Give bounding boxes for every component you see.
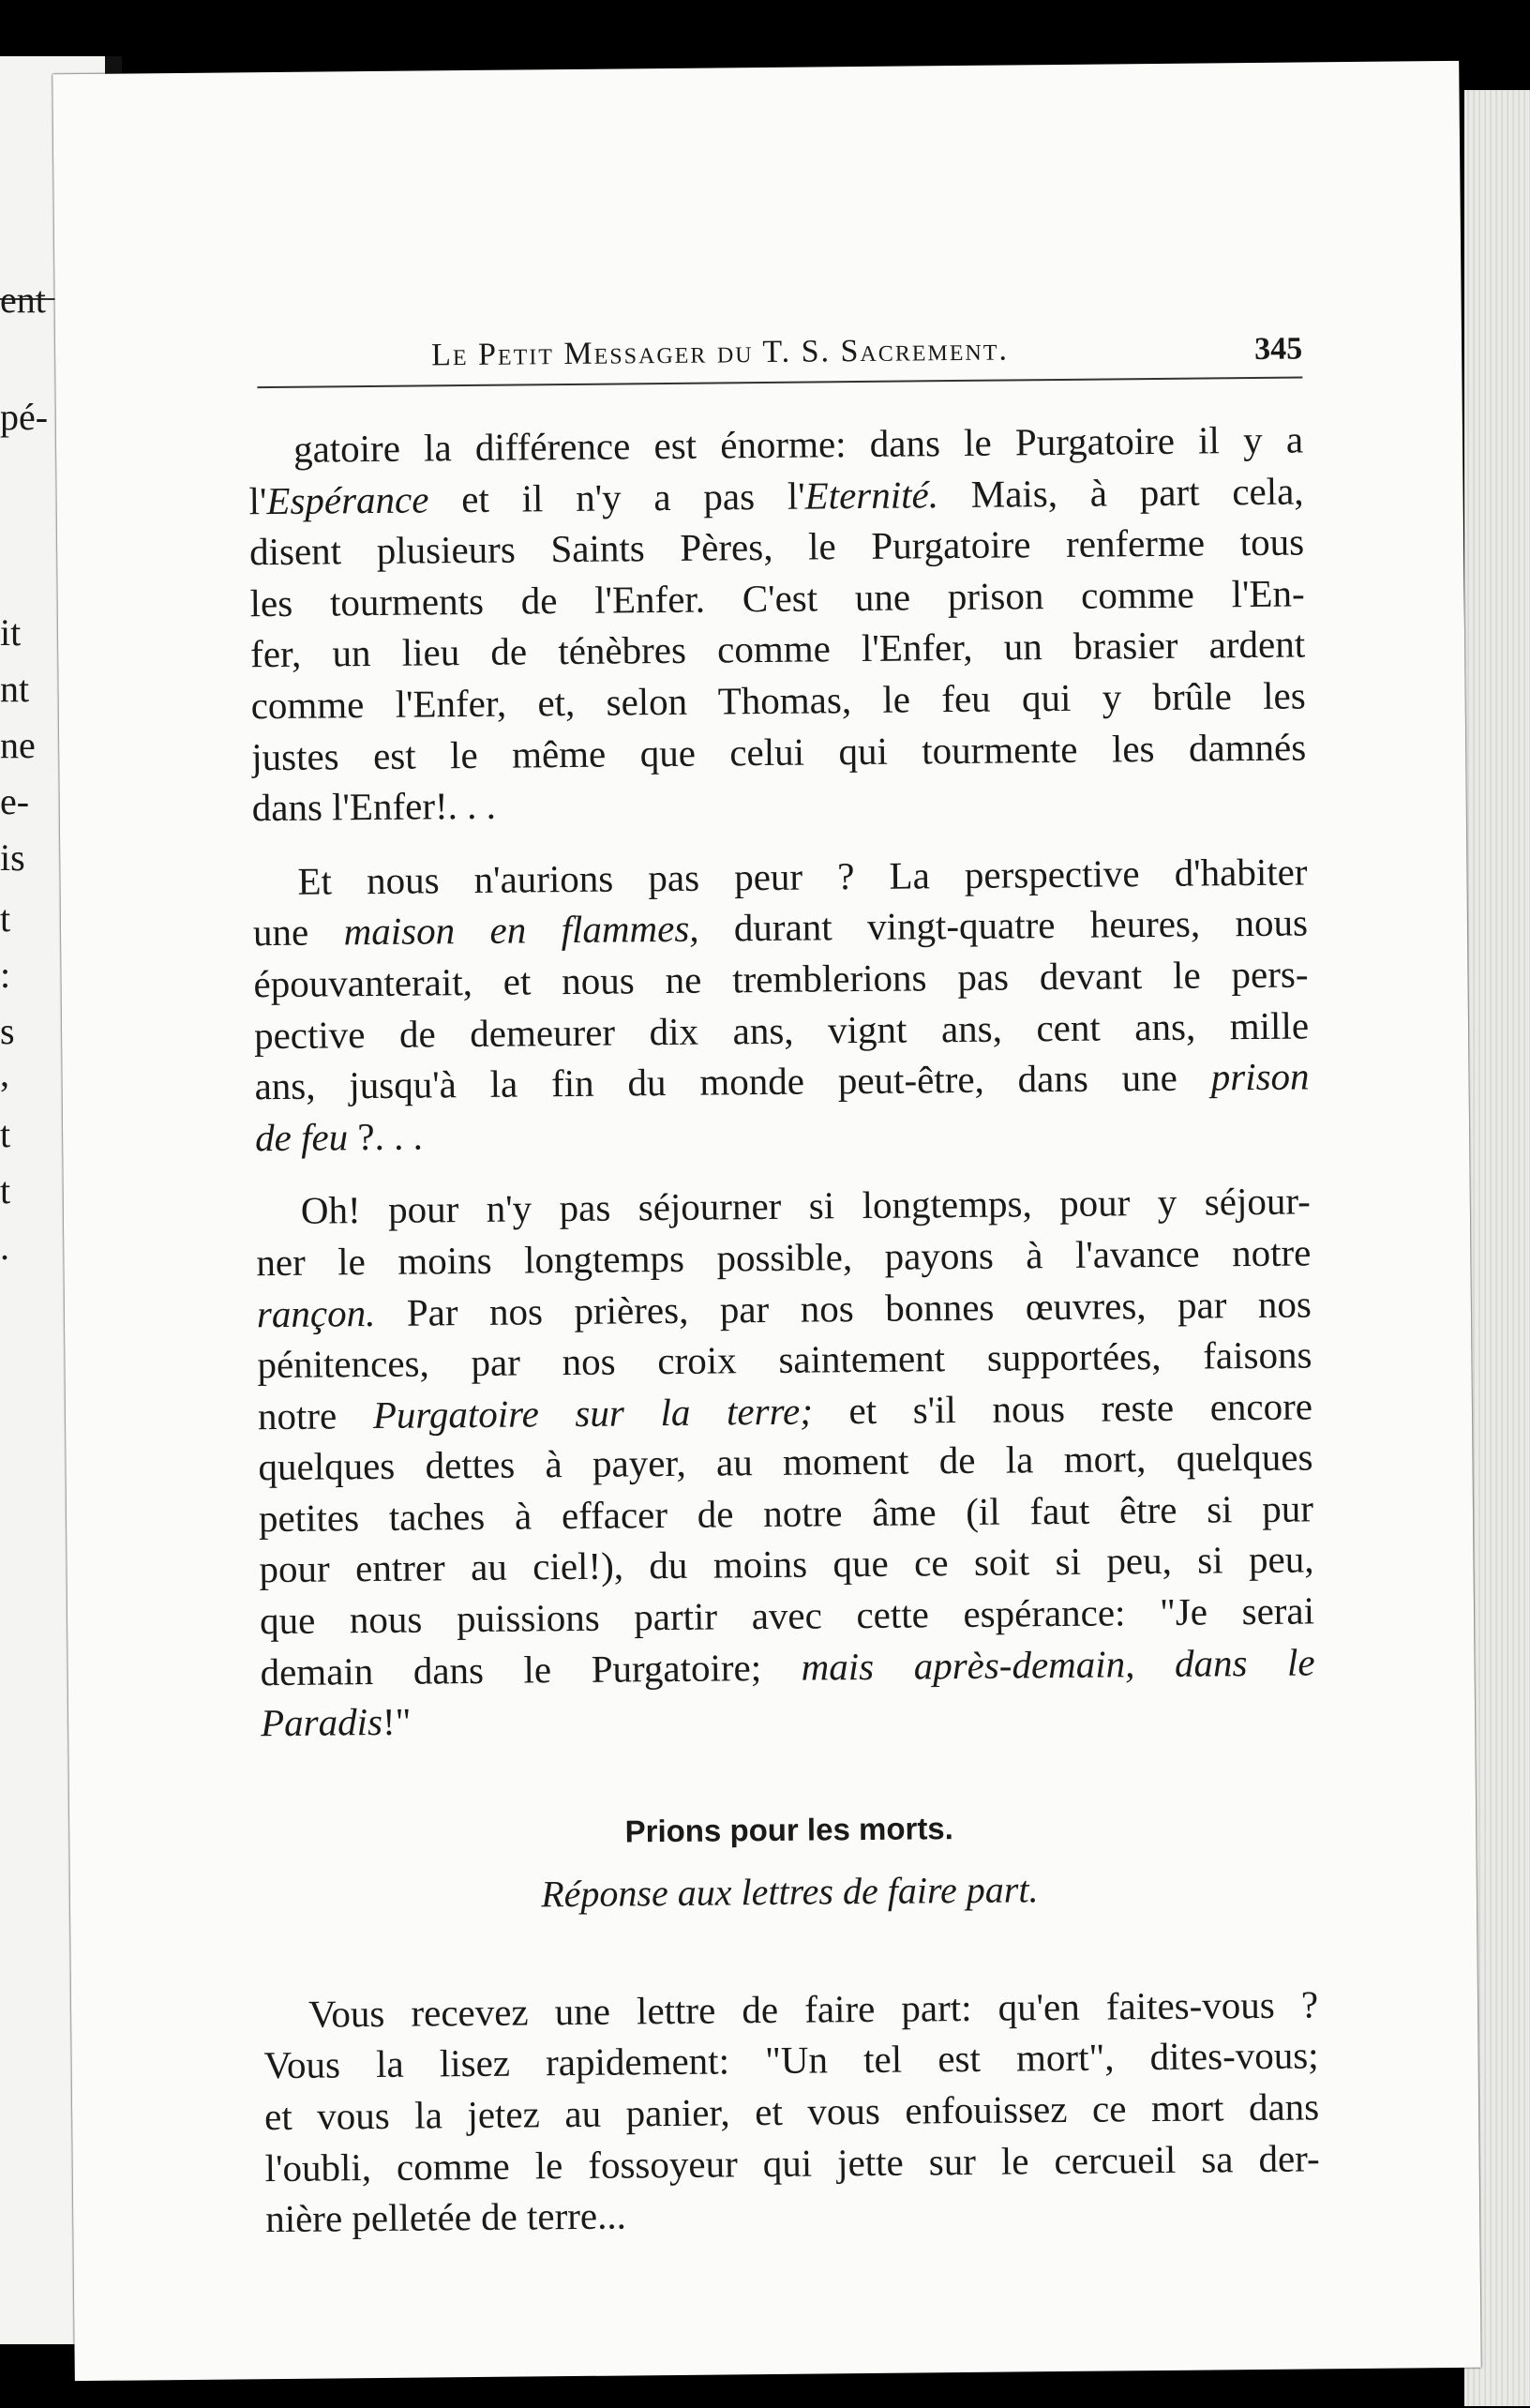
text-run: ans, jusqu'à la fin du monde peut-être, dans une [254, 1055, 1211, 1108]
italic-run: Purgatoire sur la terre; [372, 1389, 814, 1437]
left-page-fragment: is [0, 836, 25, 879]
text-run: Vous recevez une lettre de faire part: qu'en faites-vous ? [308, 1982, 1319, 2036]
left-page-fragment: t [0, 897, 11, 940]
text-run: fer, un lieu de ténèbres comme l'Enfer, un brasier ardent [249, 622, 1306, 676]
text-run: les tourments de l'Enfer. C'est une prison comme l'En- [249, 571, 1305, 625]
text-run: Et nous n'aurions pas peur ? La perspective d'habiter [297, 850, 1308, 903]
left-page-fragment: nt [0, 668, 30, 710]
text-run: Vous la lisez rapidement: "Un tel est mort", dites-vous; [263, 2033, 1319, 2087]
text-line [251, 773, 1306, 834]
left-page-fragment: s [0, 1010, 15, 1052]
italic-run: Espérance [266, 477, 429, 522]
text-run: justes est le même que celui qui tourmente les damnés [251, 725, 1307, 778]
left-page-fragment: , [0, 1052, 9, 1094]
left-page-fragment: : [0, 954, 11, 996]
body-text [248, 414, 1321, 2245]
left-page-fragment: e- [0, 780, 30, 822]
text-run: gatoire la différence est énorme: dans le Purgatoire il y a [292, 417, 1304, 471]
italic-run: Eternité. [804, 472, 939, 518]
italic-run: rançon. [256, 1290, 376, 1335]
left-page-fragment: it [0, 611, 22, 654]
text-run: Oh! pour n'y pas séjourner si longtemps, pour y séjour- [300, 1179, 1312, 1233]
text-run: pour entrer au ciel!), du moins que ce soit si peu, si peu, [259, 1537, 1314, 1591]
left-page-fragment: t [0, 1169, 11, 1212]
main-paragraphs [248, 414, 1316, 1749]
text-run: Mais, à part cela, [938, 469, 1304, 516]
text-run: Par nos prières, par nos bonnes œuvres, par nos [375, 1281, 1312, 1334]
section-heading: Prions pour les morts. [624, 1810, 954, 1849]
text-run: notre [257, 1392, 374, 1437]
text-run: pénitences, par nos croix saintement supportées, faisons [257, 1332, 1312, 1387]
text-run: comme l'Enfer, et, selon Thomas, le feu qui y brûle les [250, 673, 1306, 728]
text-run: nière pelletée de terre... [264, 2193, 627, 2241]
text-run: une [252, 910, 344, 955]
text-run: et il n'y a pas l' [428, 474, 805, 521]
book-page [52, 61, 1481, 2381]
left-page-fragment: . [0, 1226, 9, 1268]
text-line [265, 2184, 1320, 2245]
page-header [257, 310, 1303, 388]
italic-run: prison [1210, 1054, 1310, 1099]
text-run: et s'il nous reste encore [812, 1384, 1313, 1433]
page-number: 345 [1253, 331, 1303, 367]
text-run: épouvanterait, et nous ne tremblerions pas devant le pers- [253, 952, 1309, 1006]
text-run: ner le moins longtemps possible, payons à l'avance notre [256, 1230, 1312, 1285]
left-page-fragment: ent [0, 278, 46, 321]
italic-run: Paradis [260, 1700, 383, 1745]
text-line [255, 1102, 1310, 1163]
italic-run: de feu [254, 1115, 349, 1159]
scan-speck [1292, 19, 1298, 24]
scan-speck [825, 0, 832, 13]
left-page-fragment: ne [0, 724, 36, 766]
text-run: quelques dettes à payer, au moment de la mort, quelques [258, 1435, 1313, 1489]
italic-run: maison en flammes, [343, 907, 699, 954]
text-run: pective de demeurer dix ans, vignt ans, cent ans, mille [253, 1002, 1310, 1057]
text-run: et vous la jetez au panier, et vous enfouissez ce mort dans [263, 2084, 1320, 2139]
text-line [261, 1688, 1315, 1749]
text-run: durant vingt-quatre heures, nous [698, 900, 1309, 951]
running-head: Le Petit Messager du T. S. Sacrement. [430, 332, 1010, 373]
text-run: petites taches à effacer de notre âme (il faut être si pur [258, 1486, 1314, 1541]
text-run: !" [382, 1699, 412, 1744]
section-paragraphs [263, 1979, 1321, 2245]
text-run: dans l'Enfer!. . . [251, 783, 497, 830]
section-subheading: Réponse aux lettres de faire part. [541, 1868, 1039, 1916]
text-run: que nous puissions partir avec cette espérance: "Je serai [259, 1588, 1315, 1643]
italic-run: mais après-demain, dans le [801, 1640, 1315, 1689]
left-page-fragment: t [0, 1113, 11, 1155]
text-run: l'oubli, comme le fossoyeur qui jette sur le cercueil sa der- [264, 2136, 1320, 2190]
text-run: demain dans le Purgatoire; [260, 1645, 802, 1693]
text-run: ?. . . [347, 1114, 424, 1159]
text-run: disent plusieurs Saints Pères, le Purgatoire renferme tous [248, 519, 1305, 574]
text-run: l' [248, 478, 267, 522]
left-page-fragment: pé- [0, 396, 49, 438]
